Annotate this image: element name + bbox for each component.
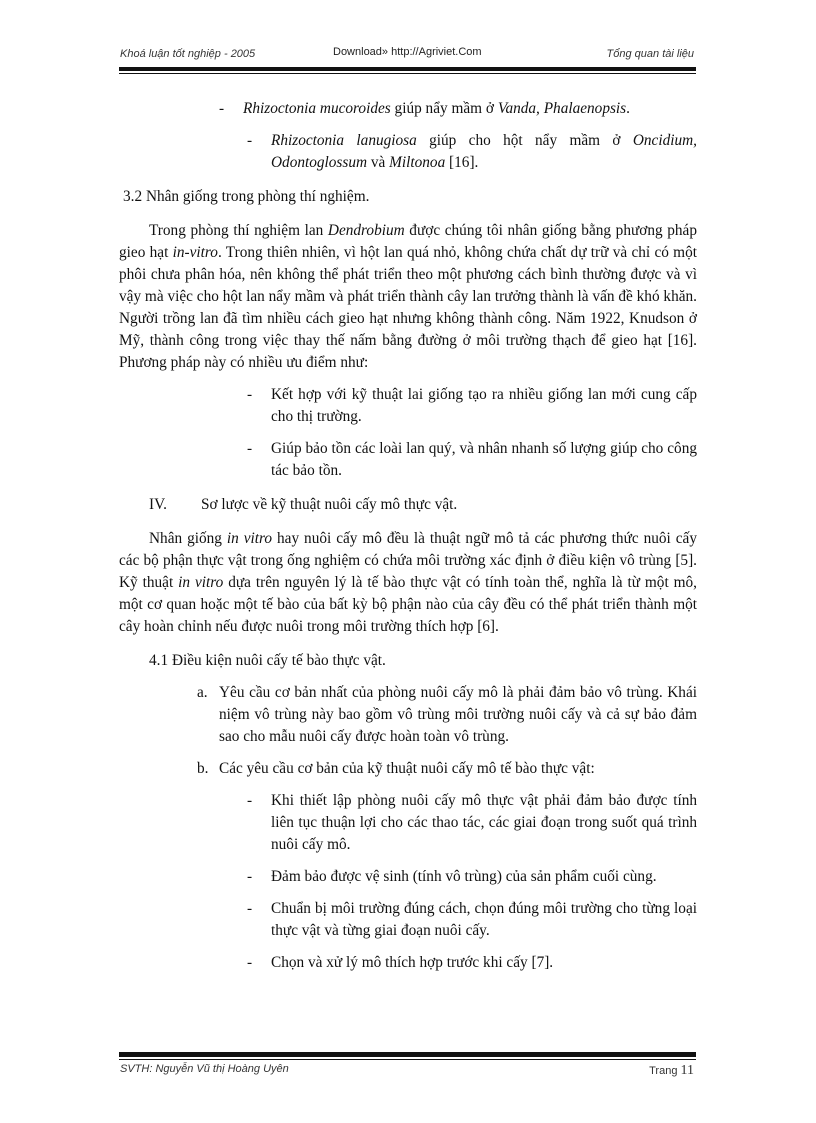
- paragraph-in-vitro: Nhân giống in vitro hay nuôi cấy mô đều là thuật ngữ mô tả các phương thức nuôi cấy các bộ phận thực vật trong ống nghiệm có chứa môi trường xác định ở điều kiện vô trùng [5]. Kỹ thuật in vitro dựa trên nguyên lý là tế bào thực vật có tính toàn thể, nghĩa là từ một mô, một cơ quan hoặc một tế bào của bất kỳ bộ phận nào của cây đều có thể phát triển thành một cây hoàn chỉnh nếu được nuôi trong môi trường thích hợp [6].: [119, 530, 698, 635]
- list-item-b: b. Các yêu cầu cơ bản của kỹ thuật nuôi cấy mô tế bào thực vật:: [197, 760, 595, 777]
- bullet-item: - Đảm bảo được vệ sinh (tính vô trùng) của sản phẩm cuối cùng.: [271, 866, 697, 888]
- bullet-dash: -: [247, 792, 253, 809]
- bullet-dash: -: [247, 386, 253, 403]
- genus-names: Vanda, Phalaenopsis: [497, 100, 627, 117]
- footer-author: SVTH: Nguyễn Vũ thị Hoàng Uyên: [120, 1063, 289, 1075]
- bullet-item: - Chọn và xử lý mô thích hợp trước khi cấy [7].: [271, 952, 697, 974]
- document-body: [119, 92, 697, 974]
- bullet-item: - Rhizoctonia lanugiosa giúp cho hột nẩy mầm ở Oncidium, Odontoglossum và Miltonoa [16].: [247, 132, 697, 171]
- section-heading-iv: IV. Sơ lược về kỹ thuật nuôi cấy mô thực vật.: [149, 496, 458, 513]
- header-title: Khoá luận tốt nghiệp - 2005: [120, 48, 256, 60]
- species-name: Rhizoctonia lanugiosa: [271, 132, 417, 149]
- bullet-dash: -: [219, 100, 225, 117]
- bullet-item: - Giúp bảo tồn các loài lan quý, và nhân nhanh số lượng giúp cho công tác bảo tồn.: [247, 440, 697, 479]
- bullet-dash: -: [247, 868, 253, 885]
- section-heading-3-2: 3.2 Nhân giống trong phòng thí nghiệm.: [123, 188, 370, 205]
- footer-rule-thin: [119, 1059, 696, 1060]
- bullet-item: - Chuẩn bị môi trường đúng cách, chọn đúng môi trường cho từng loại thực vật và từng giai đoạn nuôi cấy.: [247, 900, 697, 939]
- bullet-item: - Rhizoctonia mucoroides giúp nẩy mầm ở Vanda, Phalaenopsis.: [243, 98, 697, 120]
- species-name: Rhizoctonia mucoroides: [243, 100, 391, 117]
- paragraph-seed-sowing: Trong phòng thí nghiệm lan Dendrobium được chúng tôi nhân giống bằng phương pháp gieo hạt in-vitro. Trong thiên nhiên, vì hột lan quá nhỏ, không chứa chất dự trữ và chỉ có một phôi chưa phân hóa, nên không thể phát triển theo một phương cách bình thường được và vì vậy mà việc cho hột lan nẩy mầm và phát triển thành cây lan trưởng thành là vấn đề khó khăn. Người trồng lan đã tìm nhiều cách gieo hạt nhưng không thành công. Năm 1922, Knudson ở Mỹ, thành công trong việc thay thế nấm bằng đường ở môi trường thạch để gieo hạt [16]. Phương pháp này có nhiều ưu điểm như:: [119, 222, 697, 371]
- list-item-a: a. Yêu cầu cơ bản nhất của phòng nuôi cấy mô là phải đảm bảo vô trùng. Khái niệm vô trùng này bao gồm vô trùng môi trường nuôi cấy và cả sự bảo đảm sao cho mẫu nuôi cấy được hoàn toàn vô trùng.: [197, 684, 697, 745]
- header-rule: [119, 67, 696, 71]
- bullet-dash: -: [247, 440, 253, 457]
- download-link[interactable]: Download» http://Agriviet.Com: [333, 46, 482, 58]
- section-heading-4-1: 4.1 Điều kiện nuôi cấy tế bào thực vật.: [149, 652, 386, 669]
- bullet-item: - Khi thiết lập phòng nuôi cấy mô thực vật phải đảm bảo được tính liên tục thuận lợi cho các thao tác, các giai đoạn trong suốt quá trình nuôi cấy mô.: [247, 792, 697, 853]
- genus-names: Oncidium,: [632, 132, 697, 149]
- header-section: Tổng quan tài liệu: [606, 48, 694, 60]
- page-number: Trang 11: [649, 1063, 694, 1078]
- bullet-item: - Kết hợp với kỹ thuật lai giống tạo ra nhiều giống lan mới cung cấp cho thị trường.: [247, 386, 697, 425]
- bullet-dash: -: [247, 132, 253, 149]
- bullet-dash: -: [247, 954, 253, 971]
- bullet-dash: -: [247, 900, 253, 917]
- footer-rule: [119, 1052, 696, 1057]
- header-rule-thin: [119, 73, 696, 74]
